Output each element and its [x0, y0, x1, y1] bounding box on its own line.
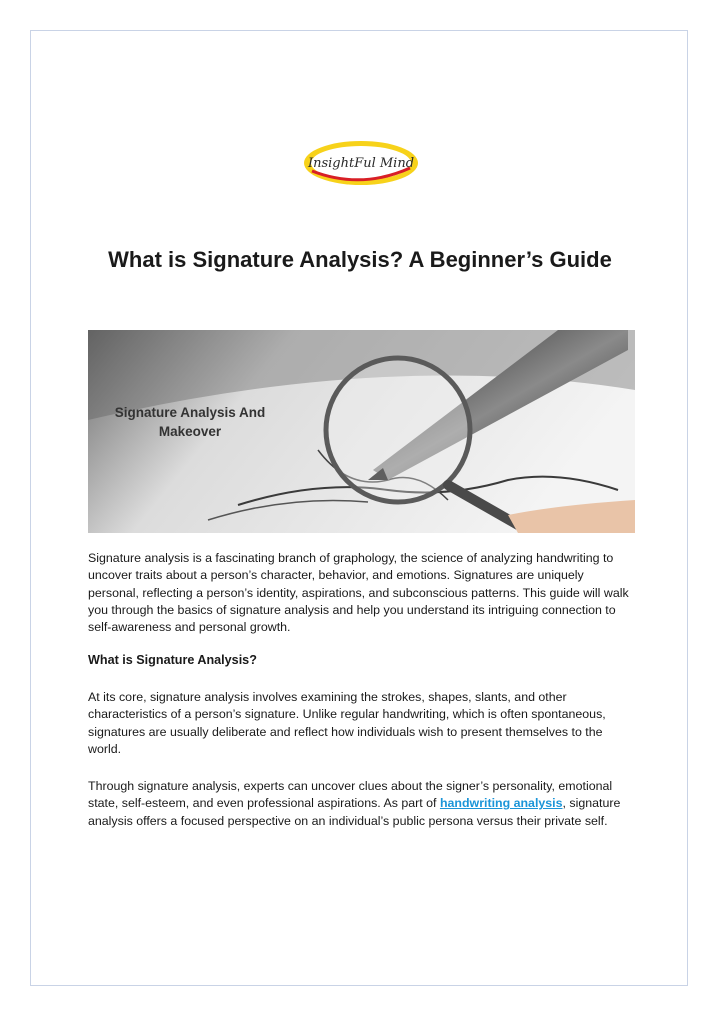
page-title: What is Signature Analysis? A Beginner’s Guide	[108, 247, 612, 272]
core-paragraph: At its core, signature analysis involves examining the strokes, shapes, slants, and other characteristics of a person’s signature. Unlike regular handwriting, which is often spontaneous, signatures are usually deliberate and reflect how individuals wish to present themselves to the world.	[88, 690, 606, 756]
brand-logo	[302, 138, 420, 188]
hero-caption-line1: Signature Analysis And	[114, 405, 266, 420]
section-heading: What is Signature Analysis?	[88, 653, 257, 667]
analysis-paragraph	[88, 778, 638, 830]
hero-caption	[110, 403, 270, 441]
analysis-text-after: , signature analysis offers a focused perspective on an individual’s public persona versus their private self.	[88, 796, 621, 828]
intro-paragraph: Signature analysis is a fascinating branch of graphology, the science of analyzing handwriting to uncover traits about a person’s character, behavior, and emotions. Signatures are uniquely personal, reflecting a person’s identity, aspirations, and subconscious patterns. This guide will walk you through the basics of signature analysis and help you understand its intriguing connection to self-awareness and personal growth.	[88, 551, 629, 635]
analysis-text-before: Through signature analysis, experts can uncover clues about the signer’s personality, emotional state, self-esteem, and even professional aspirations. As part of	[88, 779, 613, 811]
hero-caption-line2: Makeover	[158, 424, 222, 439]
handwriting-analysis-link[interactable]: handwriting analysis	[439, 796, 563, 811]
logo-text: InsightFul Mind	[307, 156, 415, 171]
